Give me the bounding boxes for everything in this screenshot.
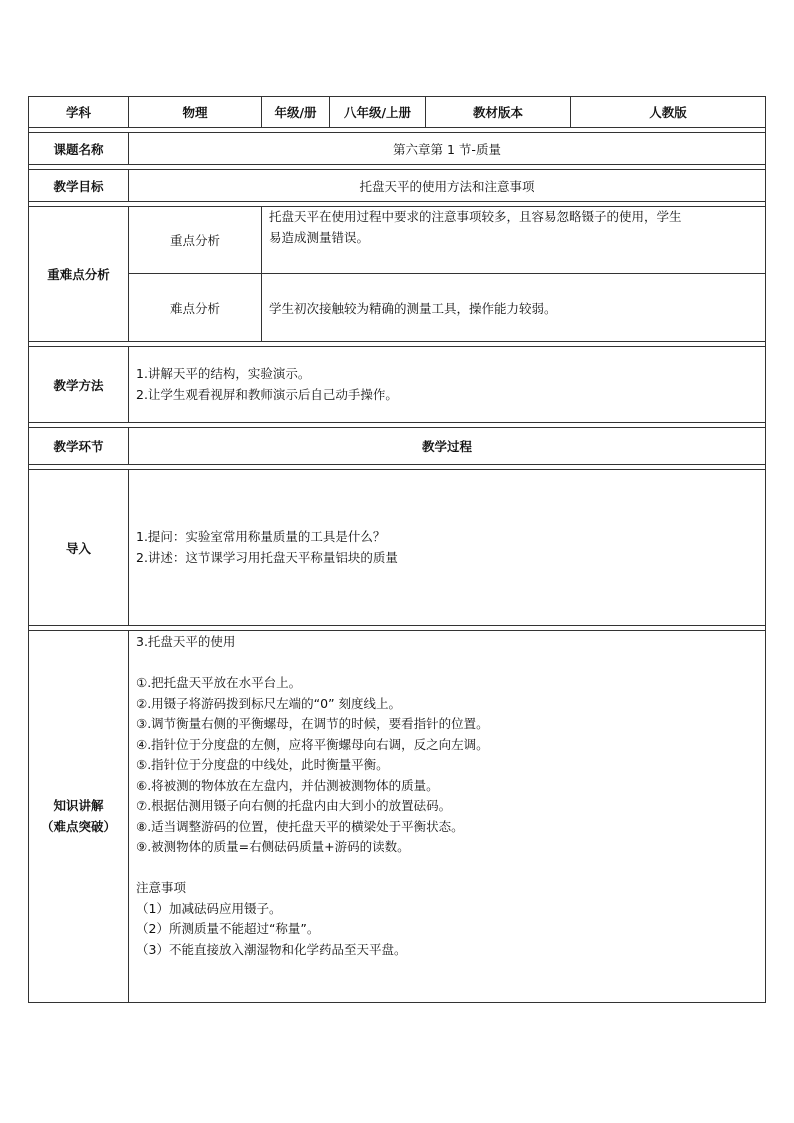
key-point-text xyxy=(262,207,766,274)
method-line: 1.讲解天平的结构，实验演示。 xyxy=(136,366,311,381)
difficult-point-row xyxy=(29,274,766,342)
process-stage-label: 教学环节 xyxy=(29,428,129,465)
method-line: 2.让学生观看视屏和教师演示后自己动手操作。 xyxy=(136,386,398,402)
method-text xyxy=(129,347,766,423)
note-item: （3）不能直接放入潮湿物和化学药品至天平盘。 xyxy=(136,941,407,957)
intro-row xyxy=(29,470,766,626)
knowledge-label-cell xyxy=(29,631,129,1003)
note-item: （1）加减砝码应用镊子。 xyxy=(136,900,282,916)
difficult-point-text: 学生初次接触较为精确的测量工具，操作能力较弱。 xyxy=(262,274,766,342)
key-point-row xyxy=(29,207,766,274)
knowledge-sublabel: （难点突破） xyxy=(40,818,116,834)
knowledge-text xyxy=(129,631,766,1003)
knowledge-label: 知识讲解 xyxy=(53,798,104,813)
knowledge-step: ⑧.适当调整游码的位置，使托盘天平的横梁处于平衡状态。 xyxy=(136,818,464,834)
subject-value: 物理 xyxy=(129,97,262,128)
notes-title: 注意事项 xyxy=(136,880,187,895)
method-row xyxy=(29,347,766,423)
edition-label: 教材版本 xyxy=(426,97,571,128)
process-label: 教学过程 xyxy=(129,428,766,465)
knowledge-step: ①.把托盘天平放在水平台上。 xyxy=(136,675,302,690)
lesson-title-value: 第六章第 1 节-质量 xyxy=(129,133,766,165)
method-label: 教学方法 xyxy=(29,347,129,423)
knowledge-step: ⑤.指针位于分度盘的中线处，此时衡量平衡。 xyxy=(136,757,389,772)
key-point-label: 重点分析 xyxy=(129,207,262,274)
grade-value: 八年级/上册 xyxy=(330,97,426,128)
difficult-point-label: 难点分析 xyxy=(129,274,262,342)
knowledge-title: 3.托盘天平的使用 xyxy=(136,634,236,649)
edition-value: 人教版 xyxy=(571,97,766,128)
knowledge-step: ③.调节衡量右侧的平衡螺母，在调节的时候，要看指针的位置。 xyxy=(136,716,489,731)
lesson-plan-table xyxy=(28,96,766,1003)
knowledge-step: ⑥.将被测的物体放在左盘内，并估测被测物体的质量。 xyxy=(136,777,439,793)
subject-label: 学科 xyxy=(29,97,129,128)
objective-value: 托盘天平的使用方法和注意事项 xyxy=(129,170,766,202)
spacer xyxy=(136,653,765,674)
intro-label: 导入 xyxy=(29,470,129,626)
knowledge-step: ②.用镊子将游码拨到标尺左端的“0” 刻度线上。 xyxy=(136,695,402,711)
lesson-title-row xyxy=(29,133,766,165)
lesson-title-label: 课题名称 xyxy=(29,133,129,165)
knowledge-step: ⑨.被测物体的质量=右侧砝码质量+游码的读数。 xyxy=(136,839,410,854)
note-item: （2）所测质量不能超过“称量”。 xyxy=(136,921,320,936)
knowledge-step: ⑦.根据估测用镊子向右侧的托盘内由大到小的放置砝码。 xyxy=(136,798,452,813)
objective-row xyxy=(29,170,766,202)
intro-text xyxy=(129,470,766,626)
process-header-row xyxy=(29,428,766,465)
objective-label: 教学目标 xyxy=(29,170,129,202)
intro-line: 2.讲述：这节课学习用托盘天平称量铝块的质量 xyxy=(136,549,398,565)
key-point-line: 托盘天平在使用过程中要求的注意事项较多，且容易忽略镊子的使用，学生 xyxy=(269,209,682,224)
knowledge-step: ④.指针位于分度盘的左侧，应将平衡螺母向右调，反之向左调。 xyxy=(136,736,489,752)
knowledge-row xyxy=(29,631,766,1003)
analysis-label: 重难点分析 xyxy=(29,207,129,342)
grade-label: 年级/册 xyxy=(262,97,330,128)
intro-line: 1.提问：实验室常用称量质量的工具是什么？ xyxy=(136,529,386,544)
key-point-line: 易造成测量错误。 xyxy=(269,229,370,245)
header-row xyxy=(29,97,766,128)
spacer xyxy=(136,858,765,879)
